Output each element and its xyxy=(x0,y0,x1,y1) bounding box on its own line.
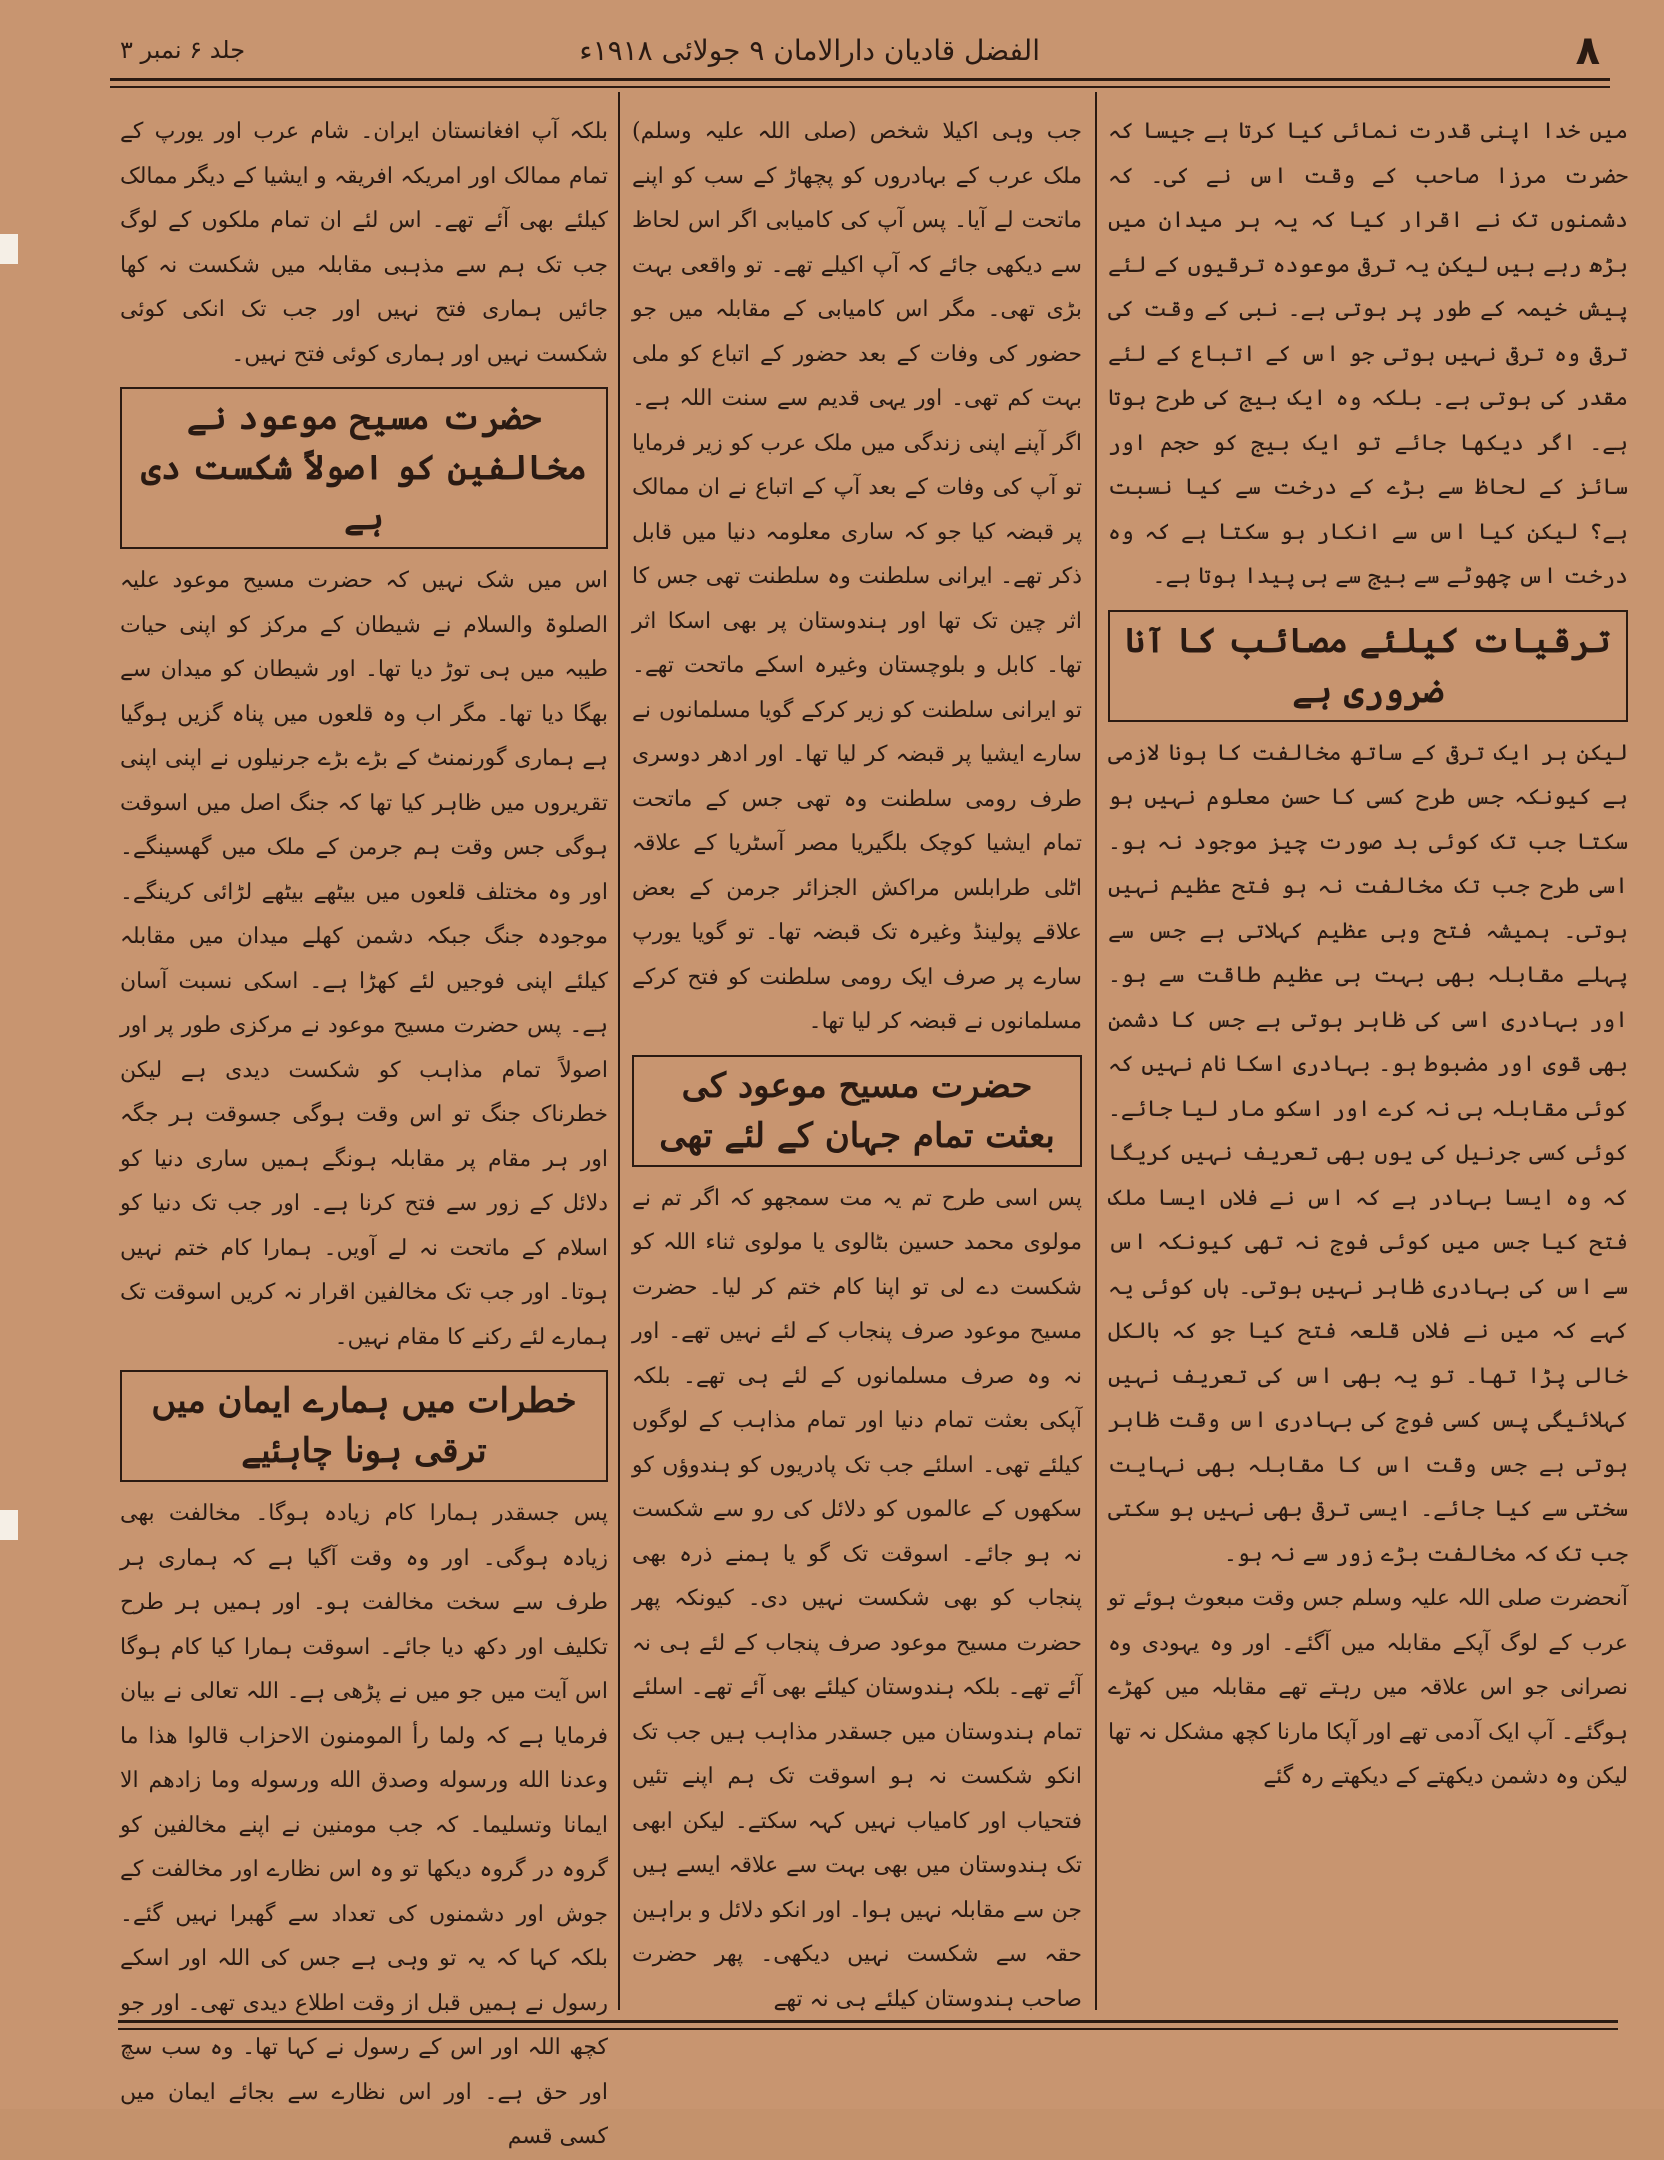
column-divider xyxy=(1095,92,1097,2010)
article-paragraph: آنحضرت صلی اللہ علیہ وسلم جس وقت مبعوث ہوئے تو عرب کے لوگ آپکے مقابلہ میں آگئے۔ اور وہ یہودی وہ نصرانی جو اس علاقہ میں رہتے تھے مقابلہ میں کھڑے ہوگئے۔ آپ ایک آدمی تھے اور آپکا مارنا کچھ مشکل نہ تھا لیکن وہ دشمن دیکھتے کے دیکھتے رہ گئے xyxy=(1108,1586,1628,1789)
section-heading: خطرات میں ہمارے ایمان میں ترقی ہونا چاہئیے xyxy=(120,1370,608,1482)
article-paragraph: میں خدا اپنی قدرت نمائی کیا کرتا ہے جیسا کہ حضرت مرزا صاحب کے وقت اس نے کی۔ کہ دشمنوں تک نے اقرار کیا کہ یہ ہر میدان میں بڑھ رہے ہیں لیکن یہ ترقی موعودہ ترقیوں کے لئے پیش خیمہ کے طور پر ہوتی ہے۔ نبی کے وقت کی ترقی وہ ترقی نہیں ہوتی جو اس کے اتباع کے لئے مقدر کی ہوتی ہے۔ بلکہ وہ ایک بیج کی طرح ہوتا ہے۔ اگر دیکھا جائے تو ایک بیج کو حجم اور سائز کے لحاظ سے بڑے کے درخت سے کیا نسبت ہے؟ لیکن کیا اس سے انکار ہو سکتا ہے کہ وہ درخت اس چھوٹے سے بیج سے ہی پیدا ہوتا ہے۔ xyxy=(1108,119,1628,589)
article-paragraph: لیکن ہر ایک ترقی کے ساتھ مخالفت کا ہونا لازمی ہے کیونکہ جس طرح کسی کا حسن معلوم نہیں ہو سکتا جب تک کوئی بد صورت چیز موجود نہ ہو۔ اسی طرح جب تک مخالفت نہ ہو فتح عظیم نہیں ہوتی۔ ہمیشہ فتح وہی عظیم کہلاتی ہے جس سے پہلے مقابلہ بھی بہت ہی عظیم طاقت سے ہو۔ اور بہادری اسی کی ظاہر ہوتی ہے جس کا دشمن بھی قوی اور مضبوط ہو۔ بہادری اسکا نام نہیں کہ کوئی مقابلہ ہی نہ کرے اور اسکو مار لیا جائے۔ کوئی کسی جرنیل کی یوں بھی تعریف نہیں کریگا کہ وہ ایسا بہادر ہے کہ اس نے فلاں ایسا ملک فتح کیا جس میں کوئی فوج نہ تھی کیونکہ اس سے اس کی بہادری ظاہر نہیں ہوتی۔ ہاں کوئی یہ کہے کہ میں نے فلاں قلعہ فتح کیا جو کہ بالکل خالی پڑا تھا۔ تو یہ بھی اس کی تعریف نہیں کہلائیگی پس کسی فوج کی بہادری اس وقت ظاہر ہوتی ہے جس وقت اس کا مقابلہ بھی نہایت سختی سے کیا جائے۔ ایسی ترقی بھی نہیں ہو سکتی جب تک کہ مخالفت بڑے زور سے نہ ہو۔ xyxy=(1108,740,1628,1567)
article-paragraph: اس میں شک نہیں کہ حضرت مسیح موعود علیہ الصلوۃ والسلام نے شیطان کے مرکز کو اپنی حیات طیبہ میں ہی توڑ دیا تھا۔ اور شیطان کو میدان سے بھگا دیا تھا۔ مگر اب وہ قلعوں میں پناہ گزیں ہوگیا ہے ہماری گورنمنٹ کے بڑے بڑے جرنیلوں نے اپنی اپنی تقریروں میں ظاہر کیا تھا کہ جنگ اصل میں اسوقت ہوگی جس وقت ہم جرمن کے ملک میں گھسینگے۔ اور وہ مختلف قلعوں میں بیٹھے بیٹھے لڑائی کرینگے۔ موجودہ جنگ جبکہ دشمن کھلے میدان میں مقابلہ کیلئے اپنی فوجیں لئے کھڑا ہے۔ اسکی نسبت آسان ہے۔ پس حضرت مسیح موعود نے مرکزی طور پر اور اصولاً تمام مذاہب کو شکست دیدی ہے لیکن خطرناک جنگ تو اس وقت ہوگی جسوقت ہر جگہ اور ہر مقام پر مقابلہ ہونگے ہمیں ساری دنیا کو دلائل کے زور سے فتح کرنا ہے۔ اور جب تک دنیا کو اسلام کے ماتحت نہ لے آویں۔ ہمارا کام ختم نہیں ہوتا۔ اور جب تک مخالفین اقرار نہ کریں اسوقت تک ہمارے لئے رکنے کا مقام نہیں۔ xyxy=(120,568,608,1350)
article-paragraph: پس جسقدر ہمارا کام زیادہ ہوگا۔ مخالفت بھی زیادہ ہوگی۔ اور وہ وقت آگیا ہے کہ ہماری ہر طرف سے سخت مخالفت ہو۔ اور ہمیں ہر طرح تکلیف اور دکھ دیا جائے۔ اسوقت ہمارا کیا کام ہوگا اس آیت میں جو میں نے پڑھی ہے۔ اللہ تعالی نے بیان فرمایا ہے کہ ولما رأ المومنون الاحزاب قالوا هذا ما وعدنا الله ورسوله وصدق الله ورسوله وما زادهم الا ایمانا وتسلیما۔ کہ جب مومنین نے اپنے مخالفین کو گروہ در گروہ دیکھا تو وہ اس نظارے اور مخالفت کے جوش اور دشمنوں کی تعداد سے گھبرا نہیں گئے۔ بلکہ کہا کہ یہ تو وہی ہے جس کی اللہ اور اسکے رسول نے ہمیں قبل از وقت اطلاع دیدی تھی۔ اور جو کچھ اللہ اور اس کے رسول نے کہا تھا۔ وہ سب سچ اور حق ہے۔ اور اس نظارے سے بجائے ایمان میں کسی قسم xyxy=(120,1501,608,2149)
section-heading: ترقیات کیلئے مصائب کا آنا ضروری ہے xyxy=(1108,610,1628,722)
article-paragraph: پس اسی طرح تم یہ مت سمجھو کہ اگر تم نے مولوی محمد حسین بٹالوی یا مولوی ثناء اللہ کو شکست دے لی تو اپنا کام ختم کر لیا۔ حضرت مسیح موعود صرف پنجاب کے لئے نہیں تھے۔ اور نہ وہ صرف مسلمانوں کے لئے ہی تھے۔ بلکہ آپکی بعثت تمام دنیا اور تمام مذاہب کے لوگوں کیلئے تھی۔ اسلئے جب تک پادریوں کو ہندوؤں کو سکھوں کے عالموں کو دلائل کی رو سے شکست نہ ہو جائے۔ اسوقت تک گو یا ہمنے ذرہ بھی پنجاب کو بھی شکست نہیں دی۔ کیونکہ پھر حضرت مسیح موعود صرف پنجاب کے لئے ہی نہ آئے تھے۔ بلکہ ہندوستان کیلئے بھی آئے تھے۔ اسلئے تمام ہندوستان میں جسقدر مذاہب ہیں جب تک انکو شکست نہ ہو اسوقت تک ہم اپنے تئیں فتحیاب اور کامیاب نہیں کہہ سکتے۔ لیکن ابھی تک ہندوستان میں بھی بہت سے علاقہ ایسے ہیں جن سے مقابلہ نہیں ہوا۔ اور انکو دلائل و براہین حقہ سے شکست نہیں دیکھی۔ پھر حضرت صاحب ہندوستان کیلئے ہی نہ تھے xyxy=(632,1185,1082,2012)
volume-number: جلد ۶ نمبر ۳ xyxy=(120,36,246,64)
article-paragraph: جب وہی اکیلا شخص (صلی اللہ علیہ وسلم) ملک عرب کے بہادروں کو پچھاڑ کے سب کو اپنے ماتحت لے آیا۔ پس آپ کی کامیابی اگر اس لحاظ سے دیکھی جائے کہ آپ اکیلے تھے۔ تو واقعی بہت بڑی تھی۔ مگر اس کامیابی کے مقابلہ میں جو حضور کی وفات کے بعد حضور کے اتباع کو ملی بہت کم تھی۔ اور یہی قدیم سے سنت اللہ ہے۔ اگر آپنے اپنی زندگی میں ملک عرب کو زیر فرمایا تو آپ کی وفات کے بعد آپ کے اتباع نے ان ممالک پر قبضہ کیا جو کہ ساری معلومہ دنیا میں قابل ذکر تھے۔ ایرانی سلطنت وہ سلطنت تھی جس کا اثر چین تک تھا اور ہندوستان پر بھی اسکا اثر تھا۔ کابل و بلوچستان وغیرہ اسکے ماتحت تھے۔ تو ایرانی سلطنت کو زیر کرکے گویا مسلمانوں نے سارے ایشیا پر قبضہ کر لیا تھا۔ اور ادھر دوسری طرف رومی سلطنت وہ تھی جس کے ماتحت تمام ایشیا کوچک بلگیریا مصر آسٹریا کے علاقہ اٹلی طرابلس مراکش الجزائر جرمن کے بعض علاقے پولینڈ وغیرہ تک قبضہ تھا۔ تو گویا یورپ سارے پر صرف ایک رومی سلطنت کو فتح کرکے مسلمانوں نے قبضہ کر لیا تھا۔ xyxy=(632,119,1082,1034)
header-rule xyxy=(110,78,1610,81)
punch-hole-mark xyxy=(0,234,18,264)
page-number: ۸ xyxy=(1575,28,1600,74)
punch-hole-mark xyxy=(0,1510,18,1540)
column-left xyxy=(120,110,609,2149)
column-right xyxy=(1108,110,1628,2000)
section-heading: حضرت مسیح موعود کی بعثت تمام جہان کے لئے تھی xyxy=(632,1055,1082,1167)
column-middle xyxy=(632,110,1082,2012)
section-heading: حضرت مسیح موعود نے مخالفین کو اصولاً شکست دی ہے xyxy=(120,387,608,549)
column-divider xyxy=(618,92,620,2010)
page-header xyxy=(110,28,1600,80)
masthead: الفضل قادیان دارالامان ۹ جولائی ۱۹۱۸ء xyxy=(579,34,1040,67)
article-paragraph: بلکہ آپ افغانستان ایران۔ شام عرب اور یورپ کے تمام ممالک اور امریکہ افریقہ و ایشیا کے دیگر ممالک کیلئے بھی آئے تھے۔ اس لئے ان تمام ملکوں کے لوگ جب تک ہم سے مذہبی مقابلہ میں شکست نہ کھا جائیں ہماری فتح نہیں اور جب تک انکی کوئی شکست نہیں اور ہماری کوئی فتح نہیں۔ xyxy=(120,119,609,367)
footer-rule xyxy=(118,2028,1618,2030)
header-rule xyxy=(110,86,1610,88)
footer-rule xyxy=(118,2020,1618,2023)
